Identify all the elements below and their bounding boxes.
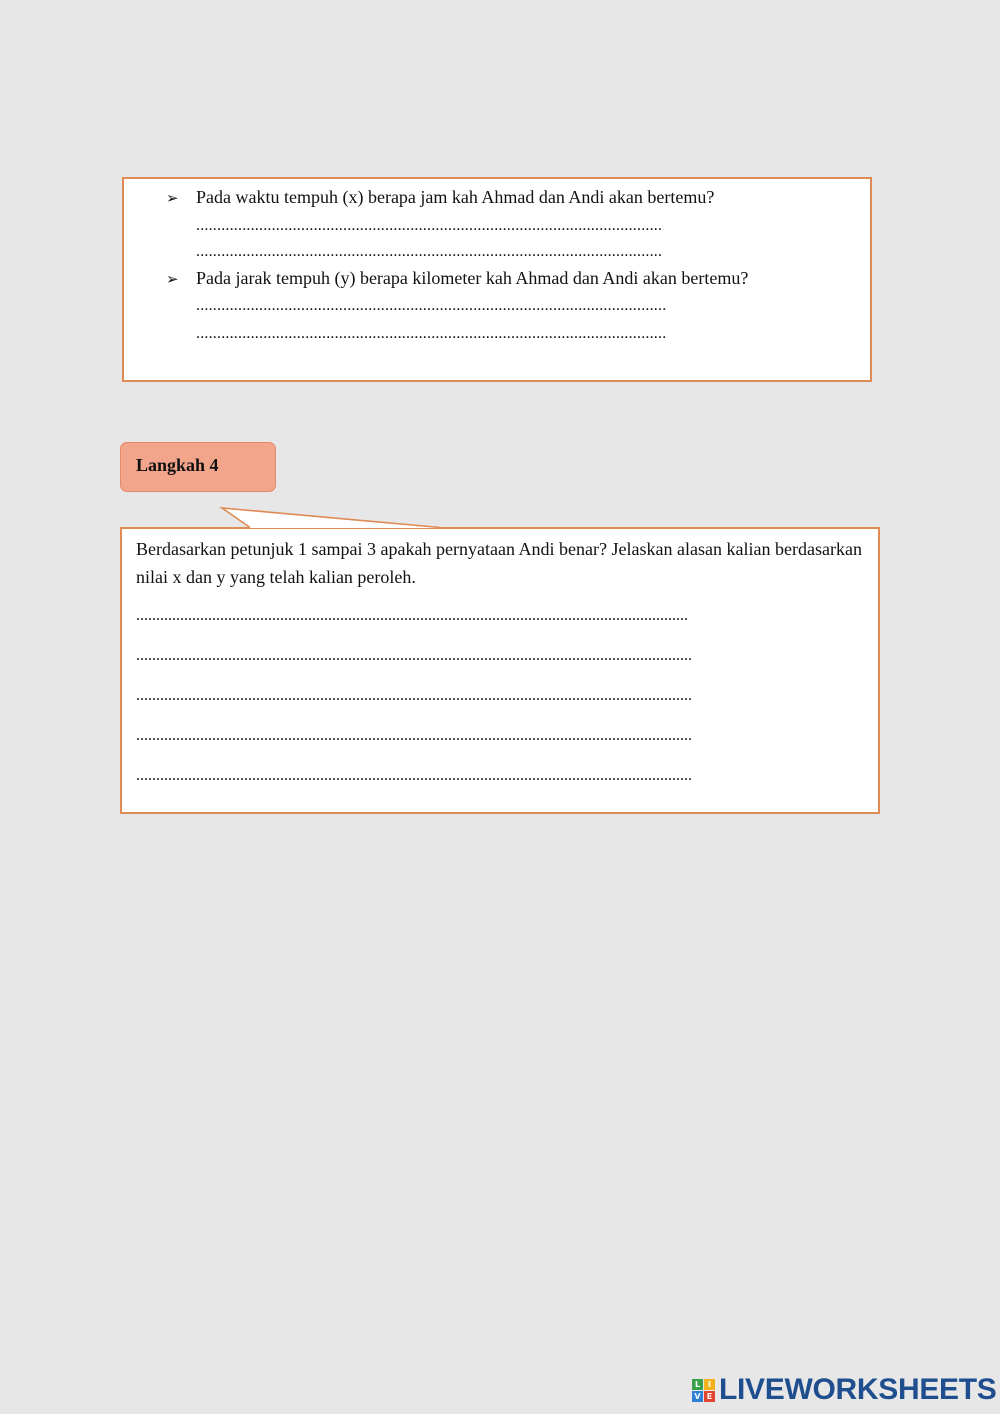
- answer-line[interactable]: ...........................................................................................................................................: [136, 647, 692, 664]
- question-2: [166, 268, 748, 289]
- answer-line[interactable]: ................................................................................................................: [196, 325, 667, 342]
- step-4-answer-box: [120, 527, 880, 814]
- answer-line[interactable]: ...............................................................................................................: [196, 243, 663, 260]
- logo-letter: V: [692, 1391, 703, 1402]
- arrow-bullet-icon: ➢: [166, 272, 179, 288]
- answer-line[interactable]: ...............................................................................................................: [196, 217, 663, 234]
- question-2-text: Pada jarak tempuh (y) berapa kilometer kah Ahmad dan Andi akan bertemu?: [196, 268, 749, 288]
- answer-line[interactable]: ................................................................................................................: [196, 297, 667, 314]
- logo-grid-icon: [692, 1379, 715, 1402]
- step-4-label-box: [120, 442, 276, 492]
- answer-line[interactable]: ..........................................................................................................................................: [136, 607, 688, 624]
- question-1: [166, 187, 714, 208]
- logo-text: LIVEWORKSHEETS: [719, 1373, 997, 1406]
- arrow-bullet-icon: ➢: [166, 191, 179, 207]
- liveworksheets-logo: [692, 1373, 997, 1406]
- answer-line[interactable]: ...........................................................................................................................................: [136, 687, 692, 704]
- logo-letter: I: [704, 1379, 715, 1390]
- logo-letter: L: [692, 1379, 703, 1390]
- step-4-prompt: Berdasarkan petunjuk 1 sampai 3 apakah pernyataan Andi benar? Jelaskan alasan kalian berdasarkan nilai x dan y yang telah kalian peroleh.: [136, 539, 862, 587]
- question-1-text: Pada waktu tempuh (x) berapa jam kah Ahmad dan Andi akan bertemu?: [196, 187, 715, 207]
- answer-line[interactable]: ...........................................................................................................................................: [136, 727, 692, 744]
- answer-line[interactable]: ...........................................................................................................................................: [136, 767, 692, 784]
- step-4-label: Langkah 4: [136, 455, 219, 475]
- logo-letter: E: [704, 1391, 715, 1402]
- questions-box: [122, 177, 872, 382]
